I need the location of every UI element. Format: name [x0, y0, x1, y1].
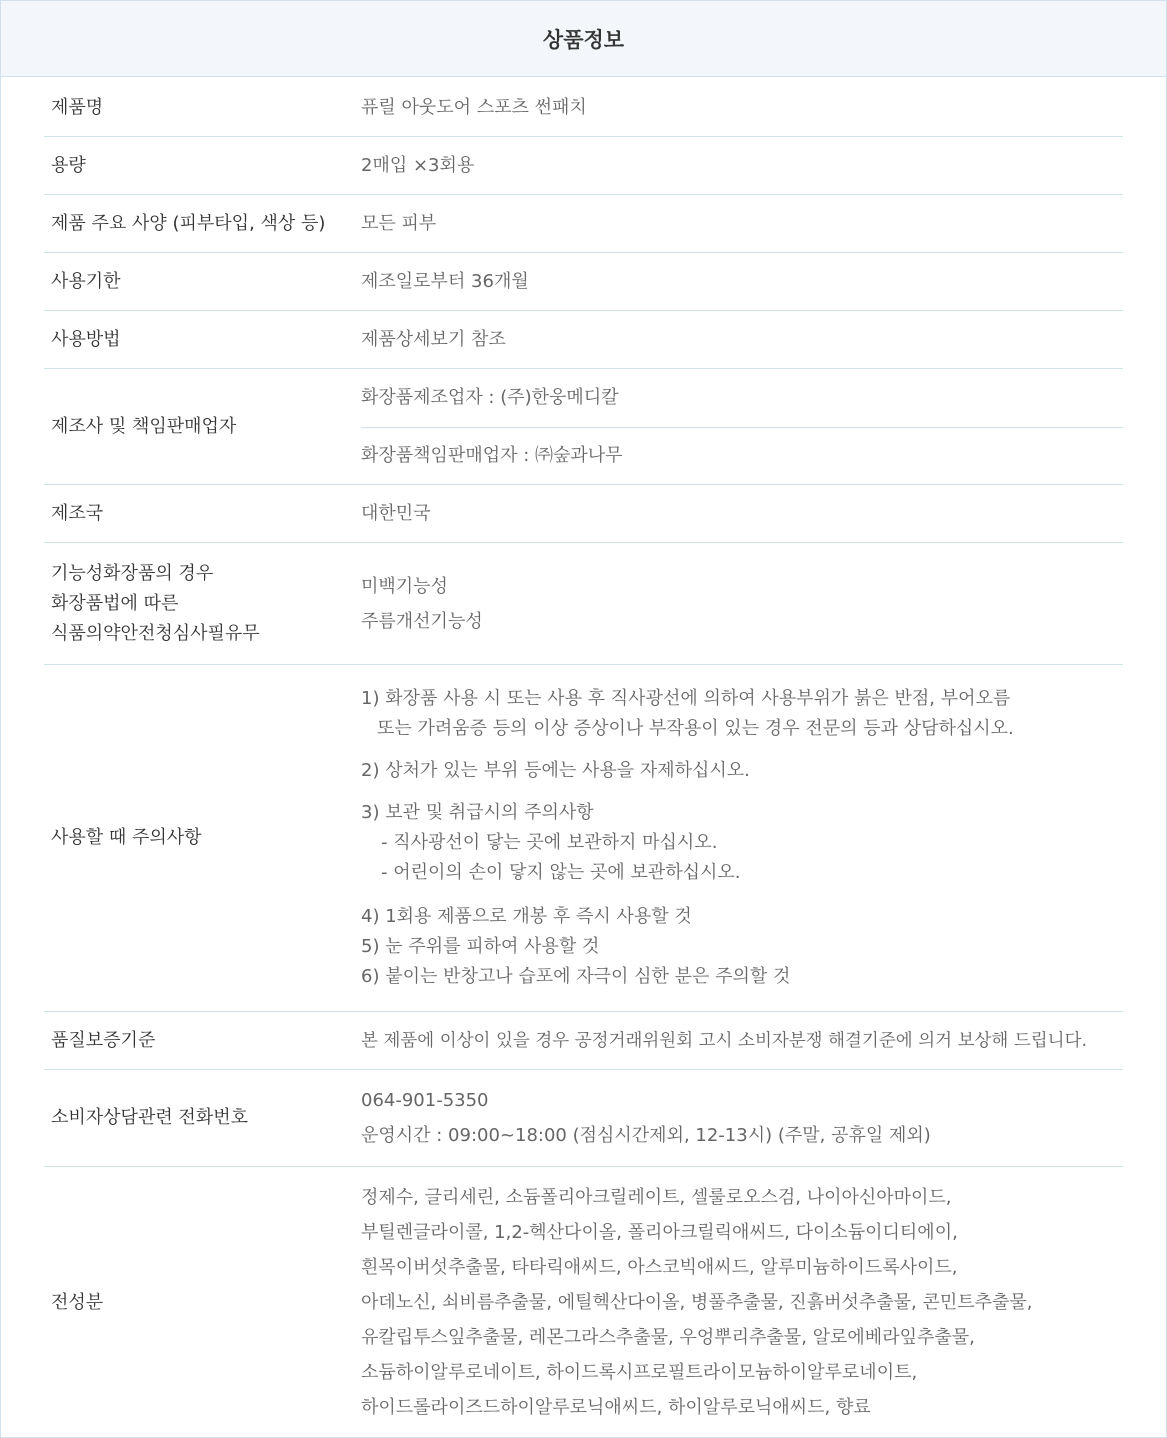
row-value: 제품상세보기 참조 — [361, 328, 506, 350]
row-value: 본 제품에 이상이 있을 경우 공정거래위원회 고시 소비자분쟁 해결기준에 의거 보상해 드립니다. — [361, 1030, 1088, 1051]
label-line: 화장품법에 따른 — [51, 592, 179, 614]
value-line: 미백기능성 — [361, 575, 448, 597]
caution-item: 1) 화장품 사용 시 또는 사용 후 직사광선에 의하여 사용부위가 붉은 반점, 부어오름 — [361, 688, 1011, 709]
row-ingredients — [44, 1167, 1123, 1438]
row-label: 사용방법 — [51, 328, 121, 350]
label-line: 기능성화장품의 경우 — [51, 562, 214, 584]
caution-item: 5) 눈 주위를 피하여 사용할 것 — [361, 936, 600, 957]
label-line: 식품의약안전청심사필유무 — [51, 622, 260, 644]
row-volume — [44, 137, 1123, 195]
row-value — [361, 1167, 1123, 1438]
business-hours: 운영시간 : 09:00~18:00 (점심시간제외, 12-13시) (주말, 공휴일 제외) — [361, 1125, 931, 1146]
caution-item: 3) 보관 및 취급시의 주의사항 — [361, 802, 594, 823]
row-value: 모든 피부 — [361, 212, 437, 234]
row-label — [44, 543, 361, 664]
row-label: 사용기한 — [51, 270, 121, 292]
ingredient-line: 하이드롤라이즈드하이알루로닉애씨드, 하이알루로닉애씨드, 향료 — [361, 1397, 871, 1418]
row-product-name — [44, 79, 1123, 137]
row-label: 용량 — [51, 154, 86, 176]
row-value — [361, 1070, 1123, 1166]
caution-item: 6) 붙이는 반창고나 습포에 자극이 심한 분은 주의할 것 — [361, 966, 791, 987]
row-value: 2매입 ×3회용 — [361, 154, 475, 176]
row-functional — [44, 543, 1123, 665]
panel-title: 상품정보 — [1, 1, 1166, 77]
row-label: 소비자상담관련 전화번호 — [51, 1107, 248, 1128]
manufacturer-text: 화장품제조업자 : (주)한웅메디칼 — [361, 386, 619, 408]
ingredient-line: 소듐하이알루로네이트, 하이드록시프로필트라이모늄하이알루로네이트, — [361, 1362, 918, 1383]
ingredient-line: 흰목이버섯추출물, 타타릭애씨드, 아스코빅애씨드, 알루미늄하이드록사이드, — [361, 1257, 958, 1278]
row-value: 대한민국 — [361, 502, 431, 524]
seller-text: 화장품책임판매업자 : ㈜숲과나무 — [361, 427, 1123, 485]
caution-item: 또는 가려움증 등의 이상 증상이나 부작용이 있는 경우 전문의 등과 상담하십시오. — [377, 718, 1014, 739]
caution-subitem: - 직사광선이 닿는 곳에 보관하지 마십시오. — [381, 832, 718, 853]
row-value: 퓨릴 아웃도어 스포츠 썬패치 — [361, 96, 587, 118]
phone-number: 064-901-5350 — [361, 1090, 489, 1111]
row-label: 전성분 — [51, 1291, 104, 1313]
row-quality — [44, 1012, 1123, 1070]
row-phone — [44, 1070, 1123, 1167]
row-caution — [44, 665, 1123, 1012]
row-expiry — [44, 253, 1123, 311]
caution-subitem: - 어린이의 손이 닿지 않는 곳에 보관하십시오. — [381, 862, 741, 883]
row-label: 제조사 및 책임판매업자 — [51, 415, 237, 437]
row-maker — [44, 369, 1123, 485]
row-usage — [44, 311, 1123, 369]
row-value — [361, 665, 1123, 1011]
row-label: 제품 주요 사양 (피부타입, 색상 등) — [51, 212, 326, 234]
ingredient-line: 정제수, 글리세린, 소듐폴리아크릴레이트, 셀룰로오스검, 나이아신아마이드, — [361, 1187, 952, 1208]
product-info-table — [44, 79, 1123, 1438]
row-label: 품질보증기준 — [51, 1029, 156, 1051]
ingredient-line: 아데노신, 쇠비름추출물, 에틸헥산다이올, 병풀추출물, 진흙버섯추출물, 콘민트추출물, — [361, 1292, 1033, 1313]
row-value — [361, 369, 1123, 484]
row-spec — [44, 195, 1123, 253]
row-country — [44, 485, 1123, 543]
row-value — [361, 543, 1123, 664]
ingredient-line: 유칼립투스잎추출물, 레몬그라스추출물, 우엉뿌리추출물, 알로에베라잎추출물, — [361, 1327, 975, 1348]
row-label: 제품명 — [51, 96, 104, 118]
caution-item: 4) 1회용 제품으로 개봉 후 즉시 사용할 것 — [361, 906, 692, 927]
ingredient-line: 부틸렌글라이콜, 1,2-헥산다이올, 폴리아크릴릭애씨드, 다이소듐이디티에이, — [361, 1222, 958, 1243]
value-line: 주름개선기능성 — [361, 610, 483, 632]
row-label: 제조국 — [51, 502, 104, 524]
row-value: 제조일로부터 36개월 — [361, 270, 529, 292]
row-label: 사용할 때 주의사항 — [51, 827, 202, 848]
caution-item: 2) 상처가 있는 부위 등에는 사용을 자제하십시오. — [361, 760, 750, 781]
